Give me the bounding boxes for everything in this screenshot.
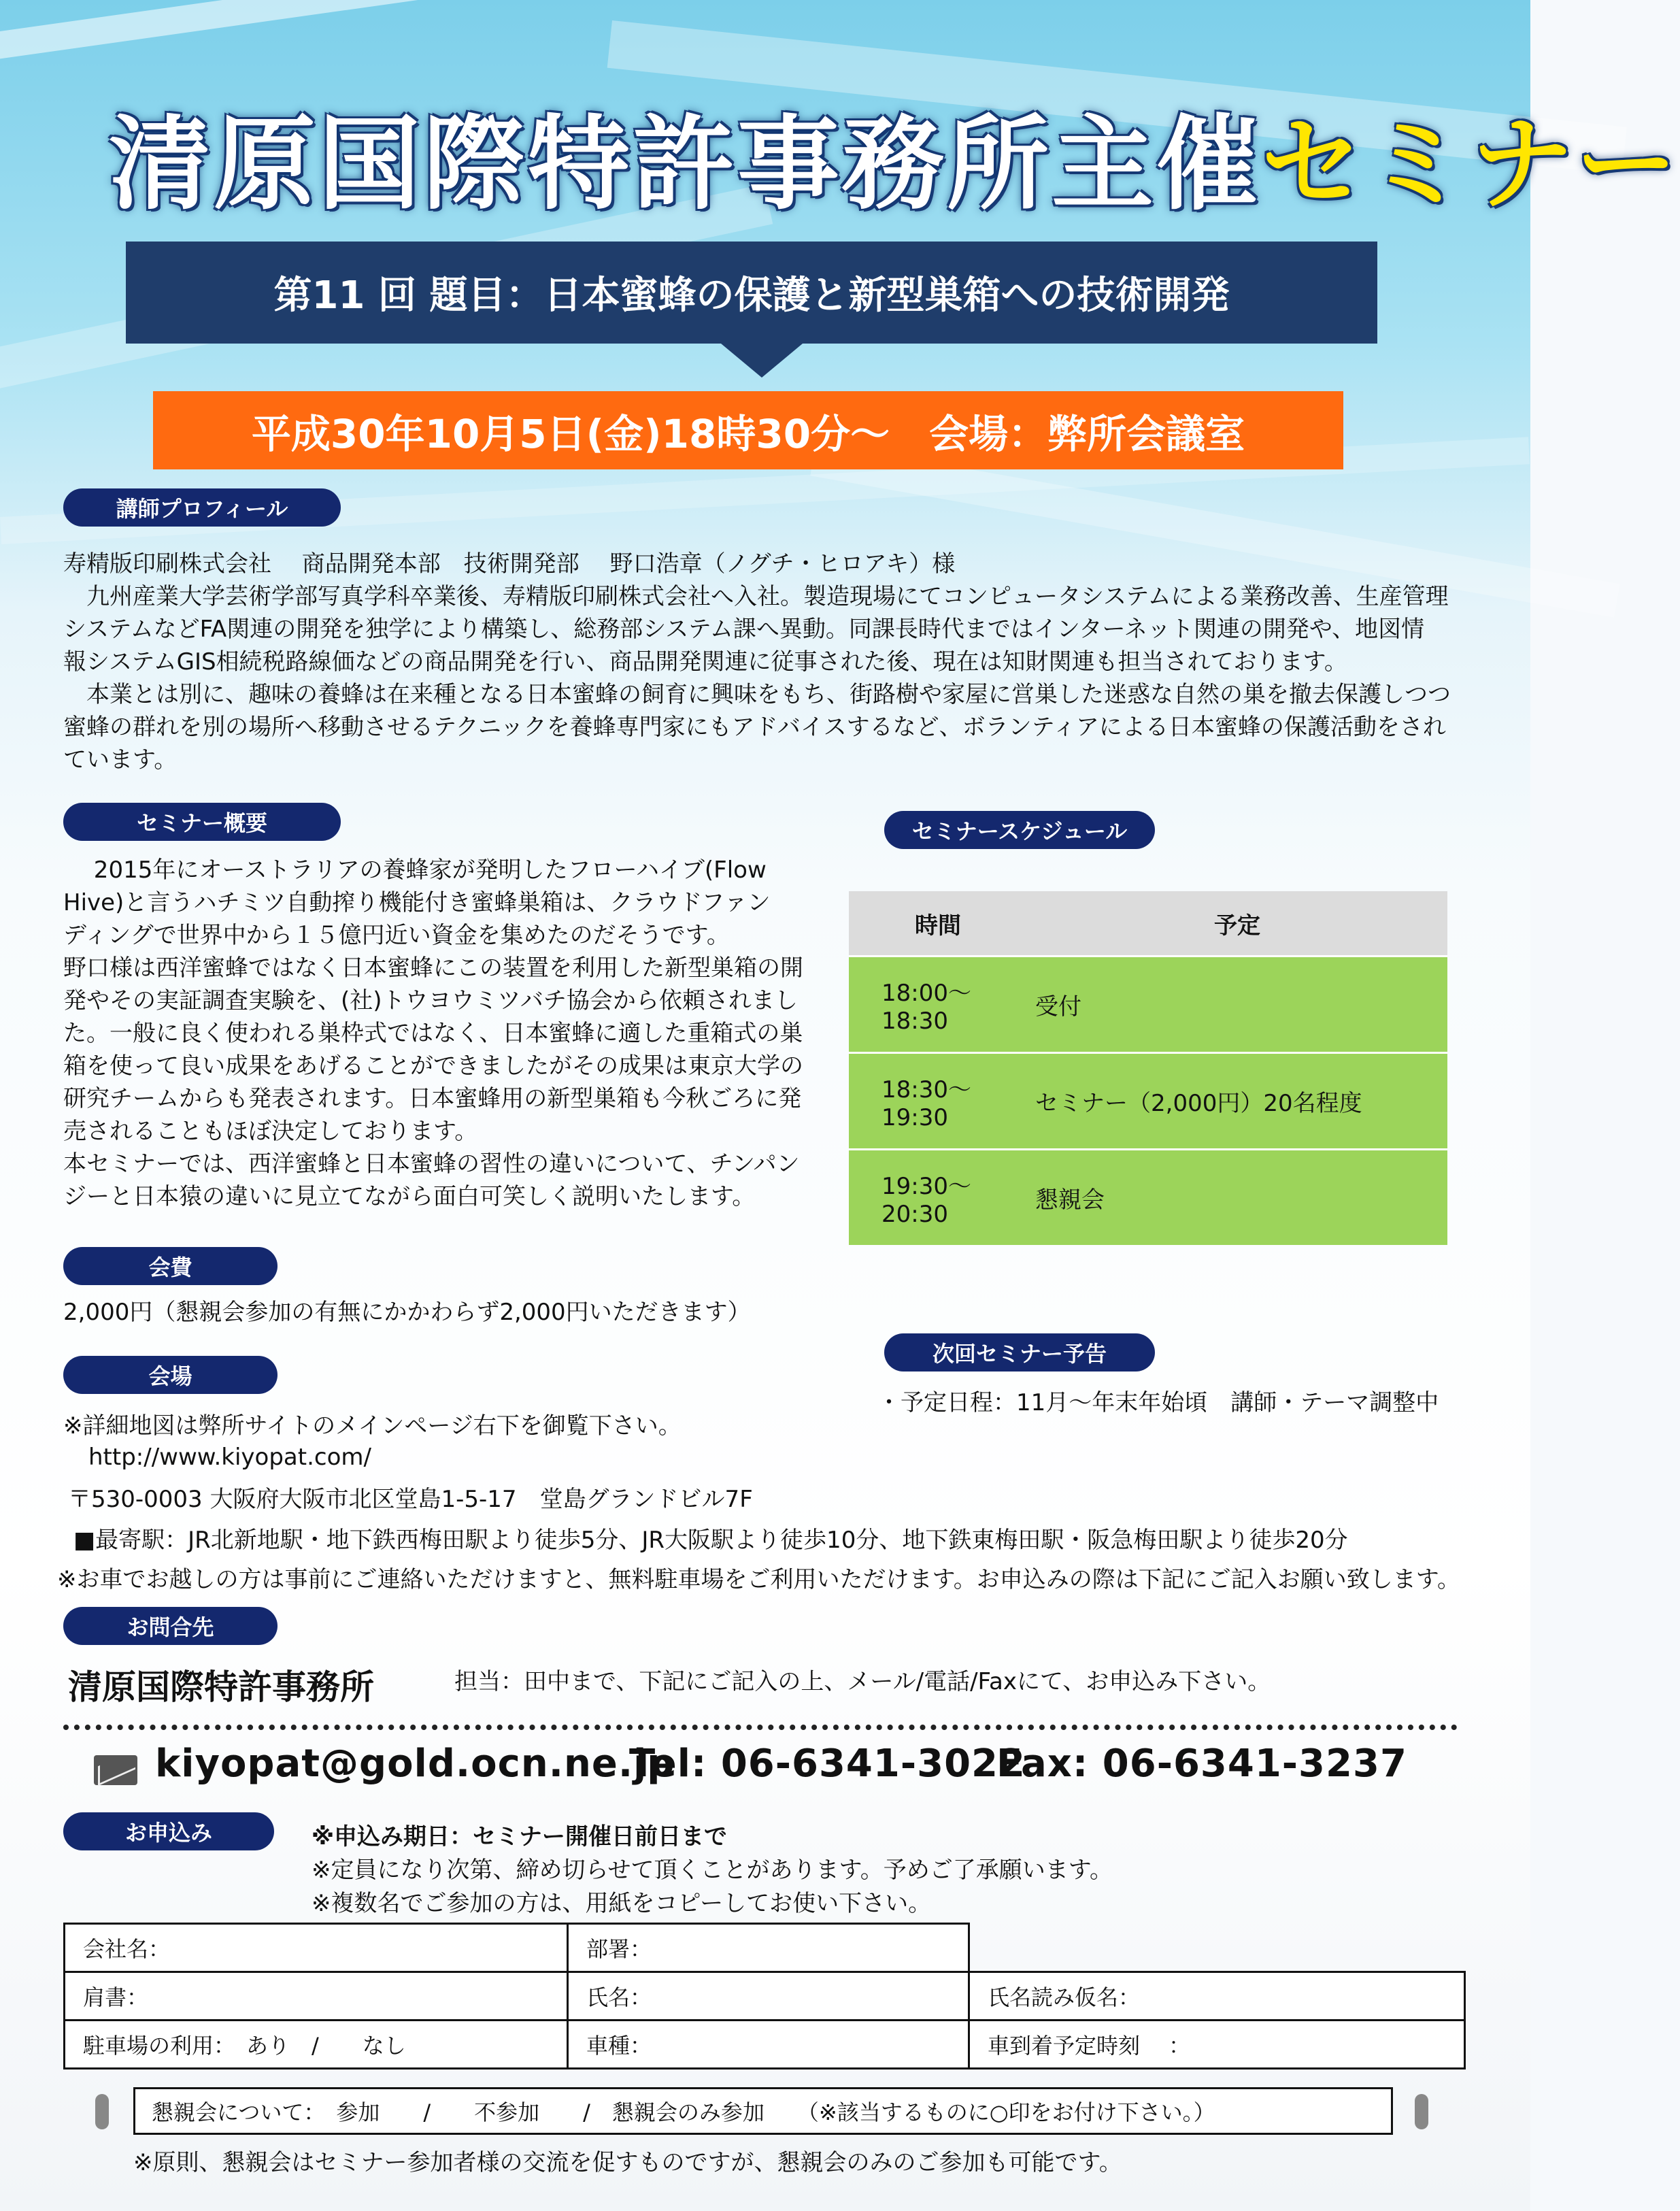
- schedule-item: 受付: [1027, 957, 1447, 1053]
- office-name: 清原国際特許事務所: [68, 1667, 374, 1707]
- schedule-time-end: 19:30: [881, 1104, 948, 1131]
- contact-email[interactable]: kiyopat@gold.ocn.ne.jp: [155, 1742, 675, 1786]
- profile-line: 蜜蜂の群れを別の場所へ移動させるテクニックを養蜂専門家にもアドバイスするなど、ボランティアによる日本蜜蜂の保護活動をされ: [63, 714, 1446, 741]
- apply-label: お申込み: [63, 1812, 274, 1850]
- profile-line: 本業とは別に、趣味の養蜂は在来種となる日本蜜蜂の飼育に興味をもち、街路樹や家屋に営巣した迷惑な自然の巣を撤去保護しつつ: [63, 681, 1451, 708]
- schedule-row: [849, 957, 1447, 1053]
- left-pin-decoration: [95, 2094, 109, 2129]
- profile-label: 講師プロフィール: [63, 488, 341, 527]
- venue-url-link[interactable]: http://www.kiyopat.com/: [88, 1444, 371, 1471]
- banner-pointer: [721, 344, 803, 378]
- mail-icon: [94, 1755, 137, 1785]
- form-empty-cell: [969, 1924, 1465, 1972]
- form-field-car-type[interactable]: 車種：: [568, 2021, 969, 2069]
- apply-note-capacity: ※定員になり次第、締め切らせて頂くことがあります。予めご了承願います。: [312, 1857, 1113, 1884]
- schedule-table: [849, 891, 1447, 1245]
- page-title: [109, 82, 1680, 224]
- overview-line: 研究チームからも発表されます。日本蜜蜂用の新型巣箱も今秋ごろに発: [63, 1085, 802, 1112]
- fee-label: 会費: [63, 1247, 278, 1285]
- profile-line: ています。: [63, 746, 178, 774]
- contact-fax: Fax: 06-6341-3237: [996, 1742, 1407, 1786]
- fee-text: 2,000円（懇親会参加の有無にかかわらず2,000円いただきます）: [63, 1299, 751, 1326]
- overview-line: 箱を使って良い成果をあげることができましたがその成果は東京大学の: [63, 1052, 803, 1080]
- title-main: 清原国際特許事務所主催: [109, 105, 1262, 224]
- inquiry-label: お問合先: [63, 1607, 278, 1645]
- dotted-divider: [63, 1725, 1458, 1730]
- inquiry-note: 担当：田中まで、下記にご記入の上、メール/電話/Faxにて、お申込み下さい。: [454, 1668, 1271, 1695]
- schedule-time-start: 18:00～: [881, 980, 971, 1007]
- schedule-item: セミナー（2,000円）20名程度: [1027, 1053, 1447, 1150]
- date-venue-bar: 平成30年10月5日(金)18時30分～ 会場：弊所会議室: [153, 391, 1343, 469]
- overview-line: ジーと日本猿の違いに見立てながら面白可笑しく説明いたします。: [63, 1183, 756, 1210]
- footer-note: ※原則、懇親会はセミナー参加者様の交流を促すものですが、懇親会のみのご参加も可能です。: [133, 2149, 1122, 2176]
- topic-banner: 第11 回 題目：日本蜜蜂の保護と新型巣箱への技術開発: [126, 242, 1377, 344]
- venue-note: ※詳細地図は弊所サイトのメインページ右下を御覧下さい。: [63, 1412, 682, 1440]
- title-highlight: セミナー: [1261, 105, 1680, 224]
- parking-note: ※お車でお越しの方は事前にご連絡いただけますと、無料駐車場をご利用いただけます。お申込みの際は下記にご記入お願い致します。: [57, 1566, 1461, 1593]
- overview-text: [63, 854, 818, 1213]
- overview-line: 2015年にオーストラリアの養蜂家が発明したフローハイブ(Flow: [63, 857, 767, 884]
- overview-line: た。一般に良く使われる巣枠式ではなく、日本蜜蜂に適した重箱式の巣: [63, 1020, 803, 1047]
- venue-address: 〒530-0003 大阪府大阪市北区堂島1-5-17 堂島グランドビル7F: [68, 1486, 753, 1513]
- overview-line: 野口様は西洋蜜蜂ではなく日本蜜蜂にこの装置を利用した新型巣箱の開: [63, 954, 803, 982]
- next-seminar-label: 次回セミナー予告: [884, 1333, 1155, 1372]
- nearest-station: ■最寄駅：JR北新地駅・地下鉄西梅田駅より徒歩5分、JR大阪駅より徒歩10分、地下鉄東梅田駅・阪急梅田駅より徒歩20分: [73, 1527, 1348, 1554]
- overview-line: ディングで世界中から１５億円近い資金を集めたのだそうです。: [63, 922, 730, 949]
- apply-note-copy: ※複数名でご参加の方は、用紙をコピーしてお使い下さい。: [312, 1890, 932, 1917]
- schedule-row: [849, 1053, 1447, 1150]
- form-field-position[interactable]: 肩書：: [65, 1972, 568, 2021]
- profile-text: [63, 548, 1478, 776]
- overview-line: 発やその実証調査実験を、(社)トウヨウミツバチ協会から依頼されまし: [63, 987, 798, 1014]
- form-field-department[interactable]: 部署：: [568, 1924, 969, 1972]
- overview-label: セミナー概要: [63, 803, 341, 841]
- apply-deadline: ※申込み期日：セミナー開催日前日まで: [312, 1823, 728, 1850]
- schedule-header-time: 時間: [849, 891, 1027, 957]
- profile-line: 報システムGIS相続税路線価などの商品開発を行い、商品開発関連に従事された後、現在は知財関連も担当されております。: [63, 648, 1347, 676]
- speaker-name: 寿精版印刷株式会社 商品開発本部 技術開発部 野口浩章（ノグチ・ヒロアキ）様: [63, 550, 956, 578]
- right-pin-decoration: [1415, 2094, 1428, 2129]
- form-field-parking[interactable]: 駐車場の利用： あり / なし: [65, 2021, 568, 2069]
- schedule-time-end: 18:30: [881, 1008, 948, 1035]
- application-form: [63, 1923, 1466, 2069]
- schedule-time-start: 19:30～: [881, 1173, 971, 1200]
- contact-tel: Tel: 06-6341-3022: [629, 1742, 1026, 1786]
- party-attendance-field[interactable]: 懇親会について： 参加 / 不参加 / 懇親会のみ参加 （※該当するものに○印をお付け下さい。）: [133, 2087, 1393, 2135]
- form-field-name-kana[interactable]: 氏名読み仮名：: [969, 1972, 1465, 2021]
- overview-line: Hive)と言うハチミツ自動搾り機能付き蜜蜂巣箱は、クラウドファン: [63, 889, 771, 916]
- schedule-item: 懇親会: [1027, 1150, 1447, 1246]
- venue-label: 会場: [63, 1356, 278, 1394]
- profile-line: システムなどFA関連の開発を独学により構築し、総務部システム課へ異動。同課長時代まではインターネット関連の開発や、地図情: [63, 616, 1425, 643]
- next-seminar-text: ・予定日程：11月～年末年始頃 講師・テーマ調整中: [877, 1389, 1439, 1416]
- schedule-time-end: 20:30: [881, 1201, 948, 1228]
- overview-line: 売されることもほぼ決定しております。: [63, 1118, 478, 1145]
- schedule-header-item: 予定: [1027, 891, 1447, 957]
- schedule-time-start: 18:30～: [881, 1076, 971, 1103]
- form-field-arrival-time[interactable]: 車到着予定時刻 ：: [969, 2021, 1465, 2069]
- form-field-name[interactable]: 氏名：: [568, 1972, 969, 2021]
- overview-line: 本セミナーでは、西洋蜜蜂と日本蜜蜂の習性の違いについて、チンパン: [63, 1150, 800, 1178]
- schedule-label: セミナースケジュール: [884, 811, 1155, 849]
- form-field-company[interactable]: 会社名：: [65, 1924, 568, 1972]
- profile-line: 九州産業大学芸術学部写真学科卒業後、寿精版印刷株式会社へ入社。製造現場にてコンピュータシステムによる業務改善、生産管理: [63, 583, 1449, 610]
- schedule-row: [849, 1150, 1447, 1246]
